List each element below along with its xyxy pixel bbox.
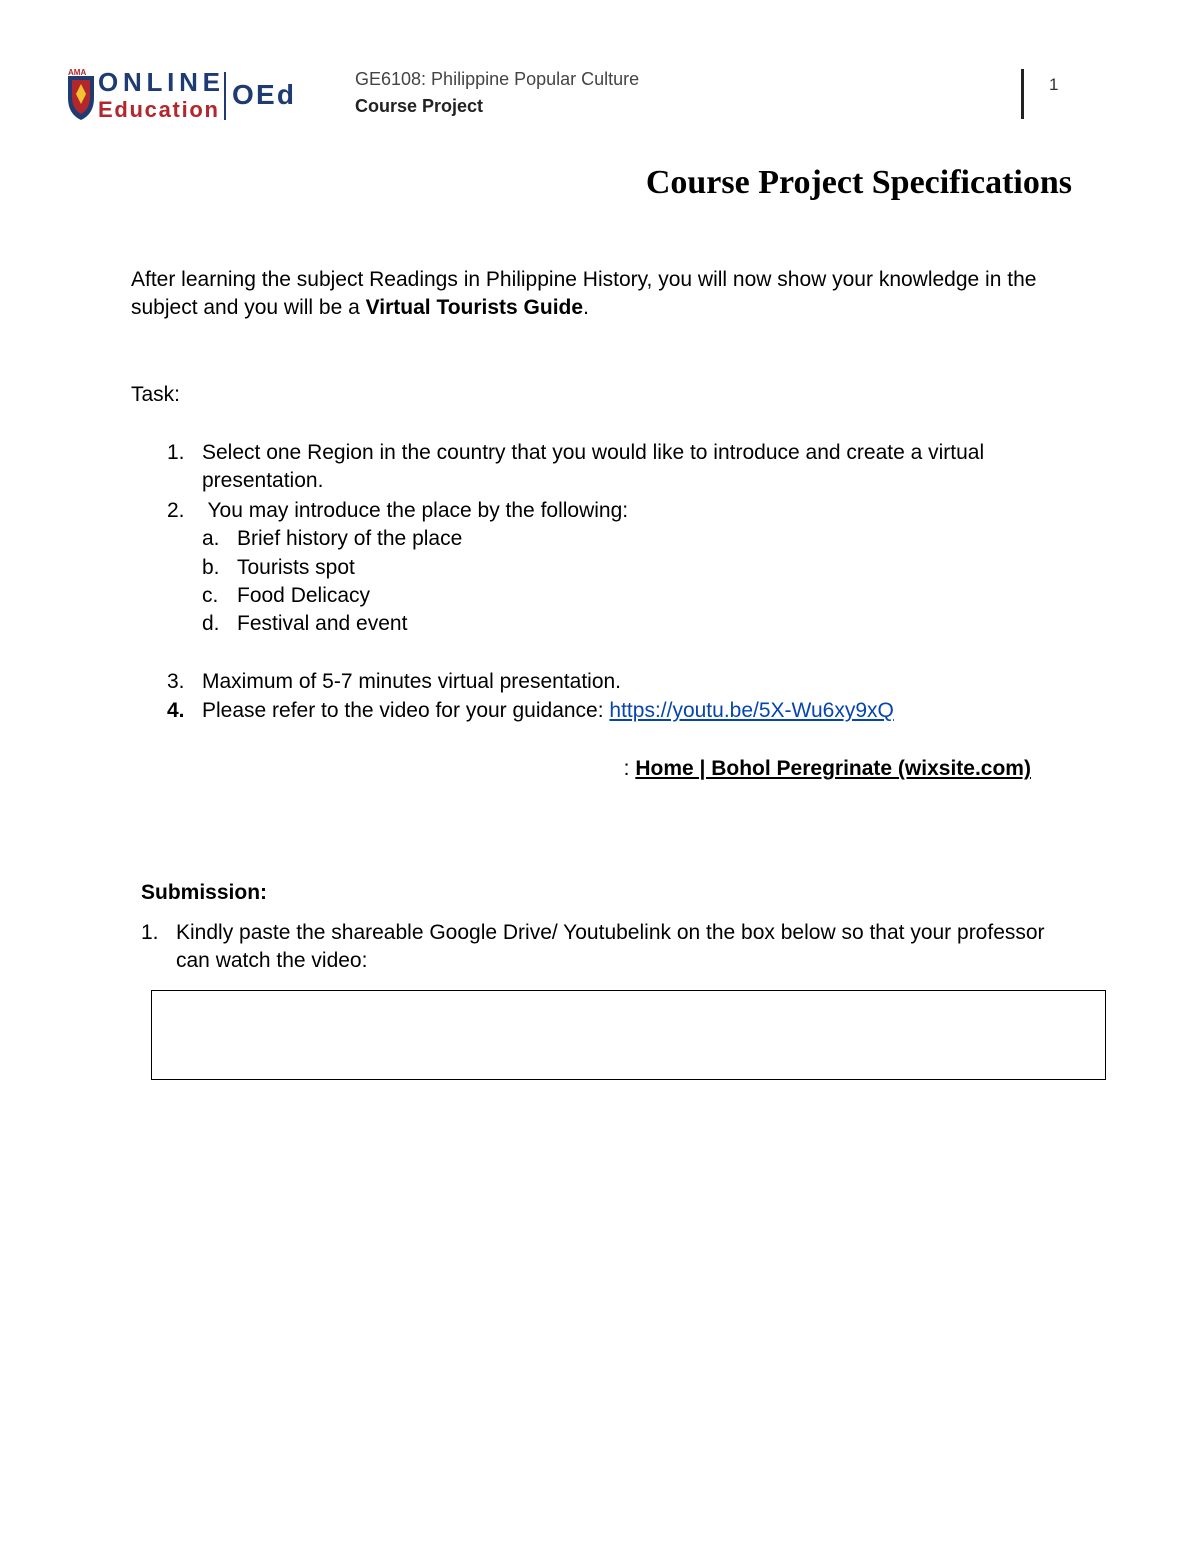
list-number: 1. xyxy=(141,921,159,944)
logo-online-text: ONLINE xyxy=(98,67,220,97)
list-text-continued: can watch the video: xyxy=(176,949,368,972)
intro-paragraph xyxy=(131,266,1081,322)
intro-end: . xyxy=(583,296,589,319)
secondary-link-line xyxy=(612,727,1031,783)
link-prefix: : xyxy=(623,757,636,780)
online-education-logo xyxy=(64,66,304,124)
intro-text: After learning the subject Readings in Philippine History, you will now show your knowledge in the subject and you will be a xyxy=(131,268,1037,319)
task-label: Task: xyxy=(131,383,181,406)
intro-bold-text: Virtual Tourists Guide xyxy=(365,296,584,319)
logo-education-text: Education xyxy=(98,97,218,122)
list-text-prefix: Please refer to the video for your guidance: xyxy=(202,699,610,722)
ama-logo-text: AMA xyxy=(68,68,87,77)
list-text: Maximum of 5-7 minutes virtual presentation. xyxy=(202,670,622,693)
youtube-link[interactable]: https://youtu.be/5X-Wu6xy9xQ xyxy=(609,699,894,722)
link-answer-box[interactable] xyxy=(151,990,1106,1080)
bohol-peregrinate-link[interactable]: Home | Bohol Peregrinate (wixsite.com) xyxy=(635,757,1031,780)
list-number: 4. xyxy=(167,699,185,722)
sub-list-letter: b. xyxy=(202,556,220,579)
sub-list-text: Brief history of the place xyxy=(237,527,463,550)
sub-list-text: Tourists spot xyxy=(237,556,355,579)
course-code-title: GE6108: Philippine Popular Culture xyxy=(355,69,640,89)
list-text: Select one Region in the country that you would like to introduce and create a virtual xyxy=(202,441,985,464)
sub-list-letter: a. xyxy=(202,527,220,550)
sub-list-letter: c. xyxy=(202,584,219,607)
list-text-continued: presentation. xyxy=(202,469,324,492)
list-number: 1. xyxy=(167,441,185,464)
list-text: You may introduce the place by the following: xyxy=(202,499,629,522)
page-title: Course Project Specifications xyxy=(645,164,1072,201)
header-divider xyxy=(1021,69,1024,119)
page-number: 1 xyxy=(1049,75,1059,94)
list-text xyxy=(202,697,894,725)
sub-list-letter: d. xyxy=(202,612,220,635)
header-subtitle: Course Project xyxy=(355,96,484,116)
list-number: 3. xyxy=(167,670,185,693)
list-number: 2. xyxy=(167,499,185,522)
sub-list-text: Food Delicacy xyxy=(237,584,371,607)
list-text: Kindly paste the shareable Google Drive/ Youtubelink on the box below so that your professor xyxy=(176,921,1045,944)
submission-label: Submission: xyxy=(141,881,268,904)
logo-oed-text: OEd xyxy=(232,79,294,110)
sub-list-text: Festival and event xyxy=(237,612,408,635)
